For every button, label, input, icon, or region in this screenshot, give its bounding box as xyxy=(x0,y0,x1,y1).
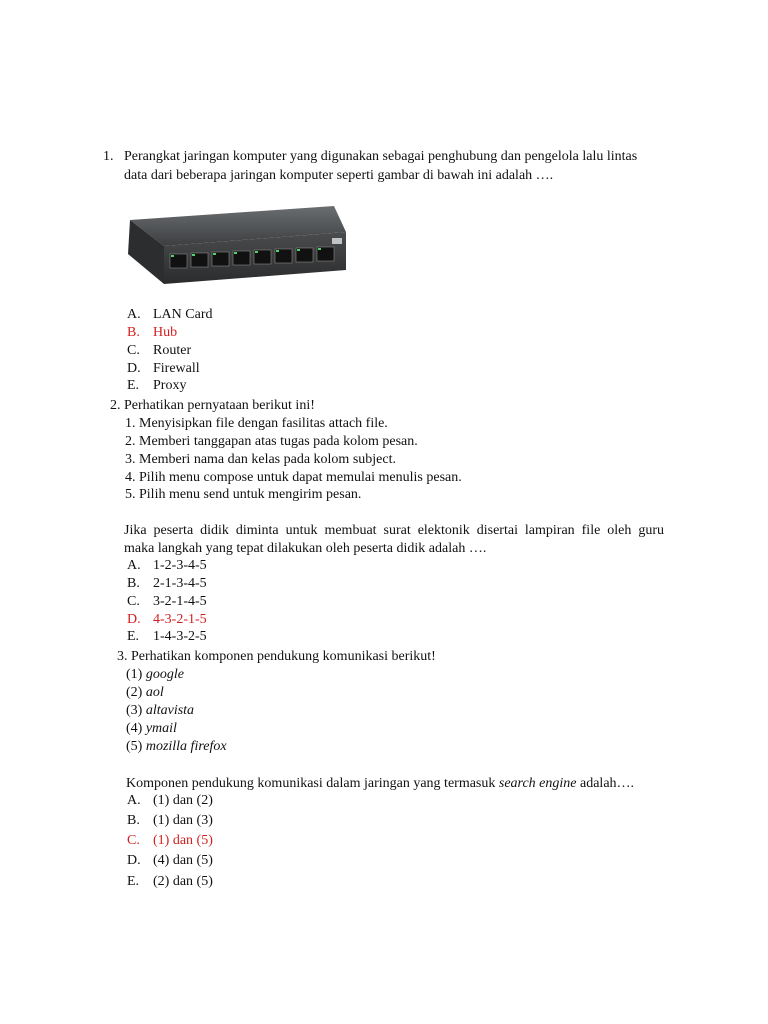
q3-component-name: aol xyxy=(145,685,164,700)
q2-heading: 2. Perhatikan pernyataan berikut ini! xyxy=(110,398,315,413)
q3-option-text-answer: (1) dan (5) xyxy=(153,833,213,848)
q2-question-line1: Jika peserta didik diminta untuk membuat surat elektonik disertai lampiran file oleh guru xyxy=(124,523,664,538)
q2-option-text: 3-2-1-4-5 xyxy=(153,594,207,609)
q1-option-letter-answer: B. xyxy=(127,325,140,340)
q3-question xyxy=(126,775,634,793)
q1-option-text: Firewall xyxy=(153,361,200,376)
q3-component-name: google xyxy=(145,667,184,682)
q3-component xyxy=(126,720,177,738)
q2-statement: 3. Memberi nama dan kelas pada kolom subject. xyxy=(125,452,396,467)
q2-option-letter: A. xyxy=(127,558,141,573)
q1-text-line2: data dari beberapa jaringan komputer seperti gambar di bawah ini adalah …. xyxy=(124,168,554,183)
q3-component xyxy=(126,738,227,756)
q1-option-letter: A. xyxy=(127,307,141,322)
q3-component xyxy=(126,684,164,702)
q3-question-term: search engine xyxy=(498,776,577,791)
q1-option-text: Proxy xyxy=(153,378,187,393)
q3-option-text: (4) dan (5) xyxy=(153,853,213,868)
q3-option-letter: A. xyxy=(127,793,141,808)
q2-statement: 4. Pilih menu compose untuk dapat memulai menulis pesan. xyxy=(125,470,462,485)
q3-option-letter: B. xyxy=(127,813,140,828)
q3-component-num: (3) xyxy=(126,703,143,718)
q3-heading: 3. Perhatikan komponen pendukung komunikasi berikut! xyxy=(117,649,436,664)
q2-option-text: 1-2-3-4-5 xyxy=(153,558,207,573)
q1-option-text-answer: Hub xyxy=(153,325,178,340)
q3-component-name: mozilla firefox xyxy=(145,739,227,754)
q3-question-post: adalah…. xyxy=(580,776,635,791)
q1-text-line1: Perangkat jaringan komputer yang digunakan sebagai penghubung dan pengelola lalu lintas xyxy=(124,149,638,164)
q3-option-text: (1) dan (2) xyxy=(153,793,213,808)
q3-component xyxy=(126,702,194,720)
q3-component-name: altavista xyxy=(145,703,195,718)
q2-option-letter: E. xyxy=(127,629,140,644)
q2-statement: 1. Menyisipkan file dengan fasilitas attach file. xyxy=(125,416,388,431)
q2-option-text: 1-4-3-2-5 xyxy=(153,629,207,644)
q3-component-num: (1) xyxy=(126,667,143,682)
q3-option-letter: D. xyxy=(127,853,141,868)
network-switch-image xyxy=(124,202,350,288)
q2-option-text: 2-1-3-4-5 xyxy=(153,576,207,591)
q3-option-text: (2) dan (5) xyxy=(153,874,213,889)
q3-component-num: (4) xyxy=(126,721,143,736)
q3-component-name: ymail xyxy=(145,721,177,736)
q3-option-letter: E. xyxy=(127,874,140,889)
q3-option-letter-answer: C. xyxy=(127,833,140,848)
q3-question-pre: Komponen pendukung komunikasi dalam jaringan yang termasuk xyxy=(126,776,496,791)
q1-number: 1. xyxy=(103,149,114,164)
q1-option-letter: C. xyxy=(127,343,140,358)
q2-option-letter-answer: D. xyxy=(127,612,141,627)
q3-component xyxy=(126,666,184,684)
q2-question-line2: maka langkah yang tepat dilakukan oleh peserta didik adalah …. xyxy=(124,541,487,556)
q3-option-text: (1) dan (3) xyxy=(153,813,213,828)
q1-option-text: Router xyxy=(153,343,192,358)
q1-option-text: LAN Card xyxy=(153,307,213,322)
q2-statement: 2. Memberi tanggapan atas tugas pada kolom pesan. xyxy=(125,434,418,449)
q2-option-letter: B. xyxy=(127,576,140,591)
q3-component-num: (2) xyxy=(126,685,143,700)
q2-option-letter: C. xyxy=(127,594,140,609)
q2-option-text-answer: 4-3-2-1-5 xyxy=(153,612,207,627)
q3-component-num: (5) xyxy=(126,739,143,754)
q1-option-letter: D. xyxy=(127,361,141,376)
q2-statement: 5. Pilih menu send untuk mengirim pesan. xyxy=(125,487,362,502)
q1-option-letter: E. xyxy=(127,378,140,393)
